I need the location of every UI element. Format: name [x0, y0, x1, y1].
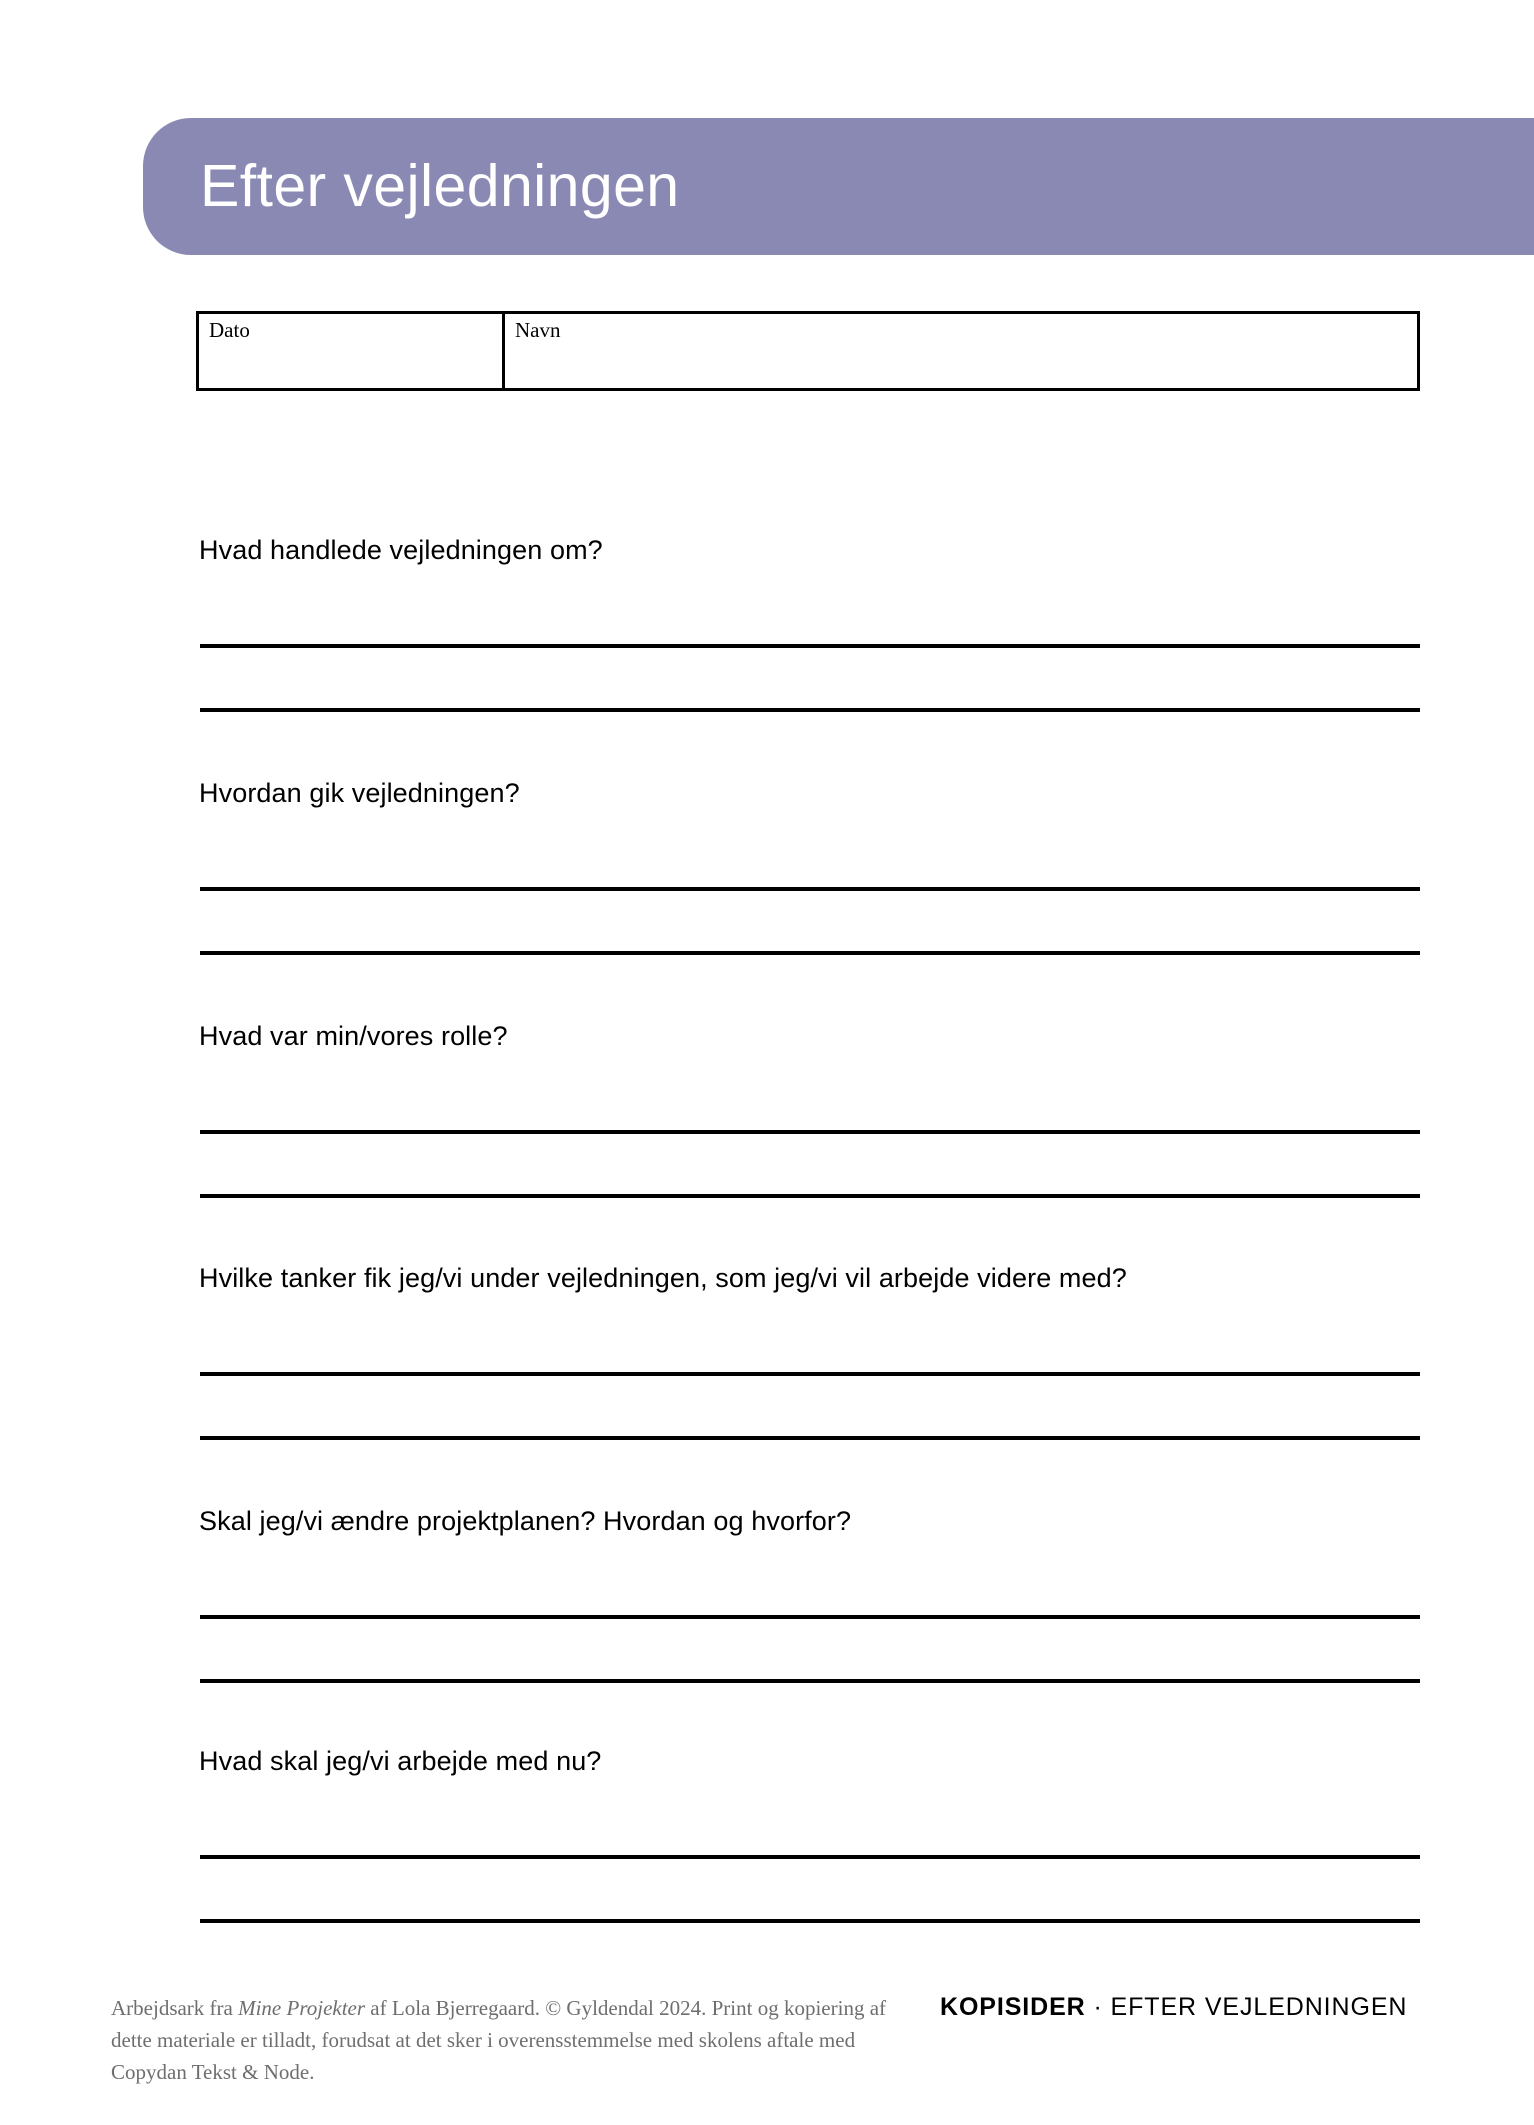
answer-line-4-2[interactable]: [200, 1436, 1420, 1440]
footer-meta: [940, 1993, 1460, 2022]
page-title: Efter vejledningen: [200, 153, 680, 219]
footer-credit-part1: Arbejdsark fra: [111, 1996, 239, 2020]
info-cell-dato[interactable]: [199, 314, 505, 388]
answer-line-3-1[interactable]: [200, 1130, 1420, 1134]
footer-meta-sheet-name: EFTER VEJLEDNINGEN: [1110, 1993, 1408, 2021]
info-table: [196, 311, 1420, 391]
answer-line-5-2[interactable]: [200, 1679, 1420, 1683]
answer-line-6-1[interactable]: [200, 1855, 1420, 1859]
footer-meta-kopisider: KOPISIDER: [940, 1993, 1086, 2021]
question-label-4: Hvilke tanker fik jeg/vi under vejledningen, som jeg/vi vil arbejde videre med?: [199, 1263, 1127, 1293]
question-label-5: Skal jeg/vi ændre projektplanen? Hvordan og hvorfor?: [199, 1506, 852, 1536]
footer-meta-separator: ·: [1085, 1993, 1111, 2021]
question-label-1: Hvad handlede vejledningen om?: [199, 535, 603, 565]
question-label-2: Hvordan gik vejledningen?: [199, 778, 520, 808]
question-label-3: Hvad var min/vores rolle?: [199, 1021, 508, 1051]
answer-line-2-1[interactable]: [200, 887, 1420, 891]
footer-credit: [111, 1992, 911, 2088]
info-label-navn: Navn: [515, 318, 561, 342]
page-header-banner: [143, 118, 1534, 255]
footer-credit-title: Mine Projekter: [238, 1996, 366, 2020]
question-label-6: Hvad skal jeg/vi arbejde med nu?: [199, 1746, 602, 1776]
answer-line-3-2[interactable]: [200, 1194, 1420, 1198]
info-label-dato: Dato: [209, 318, 250, 342]
answer-line-6-2[interactable]: [200, 1919, 1420, 1923]
answer-line-4-1[interactable]: [200, 1372, 1420, 1376]
answer-line-1-2[interactable]: [200, 708, 1420, 712]
answer-line-5-1[interactable]: [200, 1615, 1420, 1619]
answer-line-2-2[interactable]: [200, 951, 1420, 955]
info-cell-navn[interactable]: [505, 314, 1417, 388]
answer-line-1-1[interactable]: [200, 644, 1420, 648]
footer-credit-part2: af Lola Bjerregaard. © Gyldendal 2024. Print og kopiering af dette materiale er tilladt, forudsat at det sker i overensstemmelse med skolens aftale med Copydan Tekst & Node.: [111, 1996, 887, 2084]
